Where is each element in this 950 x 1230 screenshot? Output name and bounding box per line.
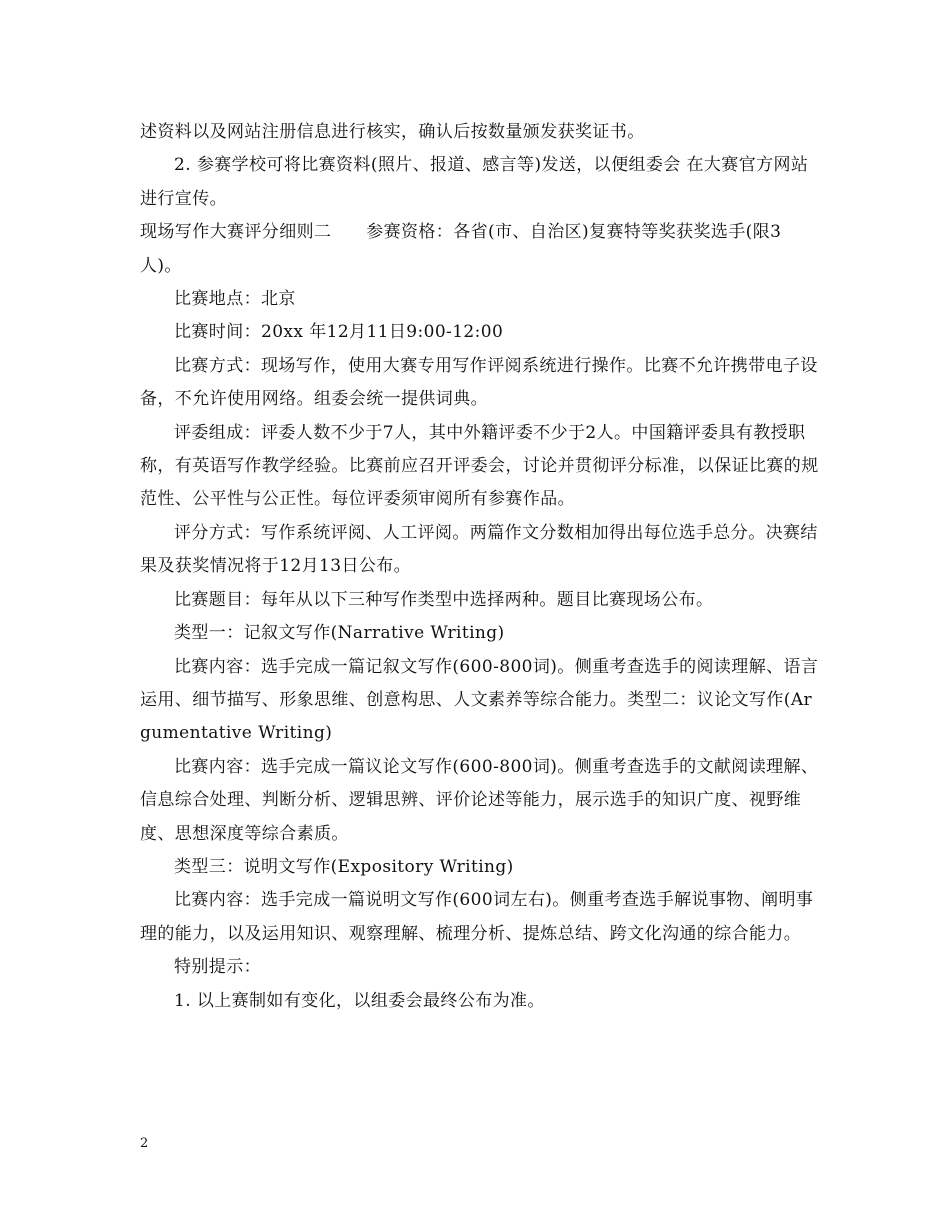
paragraph: 比赛内容：选手完成一篇说明文写作(600词左右)。侧重考查选手解说事物、阐明事理的能力，以及运用知识、观察理解、梳理分析、提炼总结、跨文化沟通的综合能力。: [140, 890, 814, 944]
paragraph: 现场写作大赛评分细则二 参赛资格：各省(市、自治区)复赛特等奖获奖选手(限3人)。: [140, 222, 782, 276]
paragraph: 评分方式：写作系统评阅、人工评阅。两篇作文分数相加得出每位选手总分。决赛结果及获奖情况将于12月13日公布。: [140, 522, 818, 577]
paragraph: 比赛内容：选手完成一篇议论文写作(600-800词)。侧重考查选手的文献阅读理解、信息综合处理、判断分析、逻辑思辨、评价论述等能力，展示选手的知识广度、视野维度、思想深度等综合素质。: [140, 756, 819, 844]
paragraph: 类型三：说明文写作(Expository Writing): [174, 856, 514, 877]
paragraph: 特别提示：: [174, 957, 261, 978]
document-body: [140, 116, 820, 1018]
paragraph: 类型一：记叙文写作(Narrative Writing): [174, 623, 505, 644]
paragraph: 2. 参赛学校可将比赛资料(照片、报道、感言等)发送，以便组委会 在大赛官方网站进行宣传。: [140, 155, 809, 209]
page-number: 2: [140, 1136, 149, 1151]
paragraph: 评委组成：评委人数不少于7人，其中外籍评委不少于2人。中国籍评委具有教授职称，有英语写作教学经验。比赛前应召开评委会，讨论并贯彻评分标准，以保证比赛的规范性、公平性与公正性。每位评委须审阅所有参赛作品。: [140, 422, 819, 510]
paragraph: 比赛地点：北京: [174, 289, 296, 310]
paragraph: 1. 以上赛制如有变化，以组委会最终公布为准。: [174, 990, 545, 1011]
paragraph: 比赛题目：每年从以下三种写作类型中选择两种。题目比赛现场公布。: [174, 589, 714, 610]
paragraph: 比赛内容：选手完成一篇记叙文写作(600-800词)。侧重考查选手的阅读理解、语言运用、细节描写、形象思维、创意构思、人文素养等综合能力。类型二：议论文写作(Argumentative Writing): [140, 656, 819, 744]
paragraph: 述资料以及网站注册信息进行核实，确认后按数量颁发获奖证书。: [140, 122, 645, 142]
paragraph: 比赛时间：20xx 年12月11日9:00-12:00: [174, 322, 504, 343]
paragraph: 比赛方式：现场写作，使用大赛专用写作评阅系统进行操作。比赛不允许携带电子设备，不允许使用网络。组委会统一提供词典。: [140, 355, 818, 410]
